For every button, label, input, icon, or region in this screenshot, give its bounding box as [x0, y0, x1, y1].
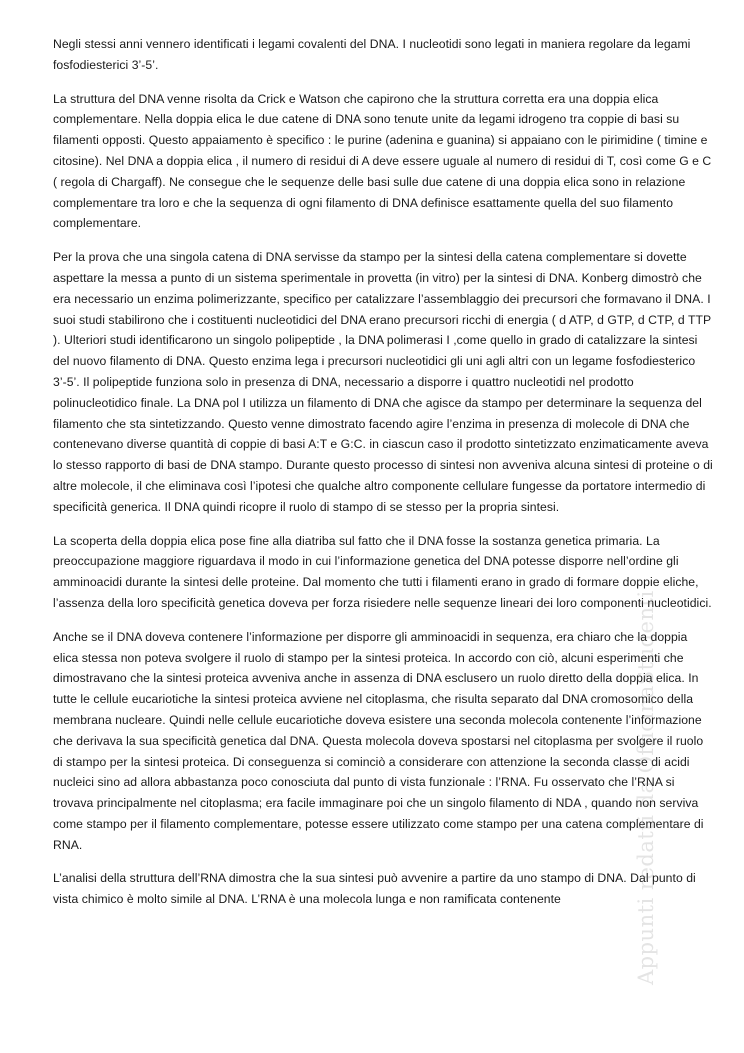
paragraph-covalent-bonds: Negli stessi anni vennero identificati i legami covalenti del DNA. I nucleotidi sono legati in maniera regolare da legami fosfodiesterici 3’-5’.	[53, 37, 691, 72]
paragraph-double-helix: La struttura del DNA venne risolta da Crick e Watson che capirono che la struttura corretta era una doppia elica complementare. Nella doppia elica le due catene di DNA sono tenute unite da legami idrogeno tra coppie di basi su filamenti opposti. Questo appaiamento è specifico : le purine (adenina e guanina) si appaiano con le pirimidine ( timine e citosine). Nel DNA a doppia elica , il numero di residui di A deve essere uguale al numero di residui di T, così come G e C ( regola di Chargaff). Ne consegue che le sequenze delle basi sulle due catene di una doppia elica sono in relazione complementare tra loro e che la sequenza di ogni filamento di DNA definisce esattamente quella del suo filamento complementare.	[53, 91, 712, 231]
document-page	[53, 34, 713, 923]
paragraph-rna-role: Anche se il DNA doveva contenere l’informazione per disporre gli amminoacidi in sequenza, era chiaro che la doppia elica stessa non poteva svolgere il ruolo di stampo per la sintesi proteica. In accordo con ciò, alcuni esperimenti che dimostravano che la sintesi proteica avveniva anche in assenza di DNA esclusero un ruolo diretto della doppia elica. In tutte le cellule eucariotiche la sintesi proteica avviene nel citoplasma, che risulta separato dal DNA cromosomico della membrana nucleare. Quindi nelle cellule eucariotiche doveva esistere una seconda molecola contenente l’informazione che derivava la sua specificità genetica dal DNA. Questa molecola doveva spostarsi nel citoplasma per svolgere il ruolo di stampo per la sintesi proteica. Di conseguenza si cominciò a considerare con attenzione la seconda classe di acidi nucleici sino ad allora abbastanza poco conosciuta dal punto di vista funzionale : l’RNA. Fu osservato che l’RNA si trovava principalmente nel citoplasma; era facile immaginare poi che un singolo filamento di NDA , quando non serviva come stampo per il filamento complementare, potesse essere utilizzato come stampo per una catena complementare di RNA.	[53, 629, 704, 852]
watermark-text: Appunti redatti da OfficinaStudenti	[634, 590, 658, 985]
paragraph-rna-structure: L’analisi della struttura dell’RNA dimostra che la sua sintesi può avvenire a partire da uno stampo di DNA. Dal punto di vista chimico è molto simile al DNA. L’RNA è una molecola lunga e non ramificata contenente	[53, 871, 696, 907]
paragraph-dna-template: Per la prova che una singola catena di DNA servisse da stampo per la sintesi della catena complementare si dovette aspettare la messa a punto di un sistema sperimentale in provetta (in vitro) per la sintesi di DNA. Konberg dimostrò che era necessario un enzima polimerizzante, specifico per catalizzare l’assemblaggio dei precursori che formavano il DNA. I suoi studi stabilirono che i costituenti nucleotidici del DNA erano precursori ricchi di energia ( d ATP, d GTP, d CTP, d TTP ). Ulteriori studi identificarono un singolo polipeptide , la DNA polimerasi I ,come quello in grado di catalizzare la sintesi del nuovo filamento di DNA. Questo enzima lega i precursori nucleotidici gli uni agli altri con un legame fosfodiesterico 3’-5’. Il polipeptide funziona solo in presenza di DNA, necessario a disporre i quattro nucleotidi nel prodotto polinucleotidico finale. La DNA pol I utilizza un filamento di DNA che agisce da stampo per determinare la sequenza del filamento che sta sintetizzando. Questo venne dimostrato facendo agire l’enzima in presenza di molecole di DNA che contenevano diverse quantità di coppie di basi A:T e G:C. in ciascun caso il prodotto sintetizzato enzimaticamente aveva lo stesso rapporto di basi de DNA stampo. Durante questo processo di sintesi non avveniva alcuna sintesi di proteine o di altre molecole, il che eliminava così l’ipotesi che qualche altro componente cellulare fungesse da portatore intermedio di specificità generica. Il DNA quindi ricopre il ruolo di stampo di se stesso per la propria sintesi.	[53, 250, 713, 514]
paragraph-genetic-substance: La scoperta della doppia elica pose fine alla diatriba sul fatto che il DNA fosse la sostanza genetica primaria. La preoccupazione maggiore riguardava il modo in cui l’informazione genetica del DNA potesse disporre nell’ordine gli amminoacidi durante la sintesi delle proteine. Dal momento che tutti i filamenti erano in grado di formare doppie eliche, l’assenza della loro specificità genetica doveva per forza risiedere nelle sequenze lineari dei loro componenti nucleotidici.	[53, 533, 712, 610]
